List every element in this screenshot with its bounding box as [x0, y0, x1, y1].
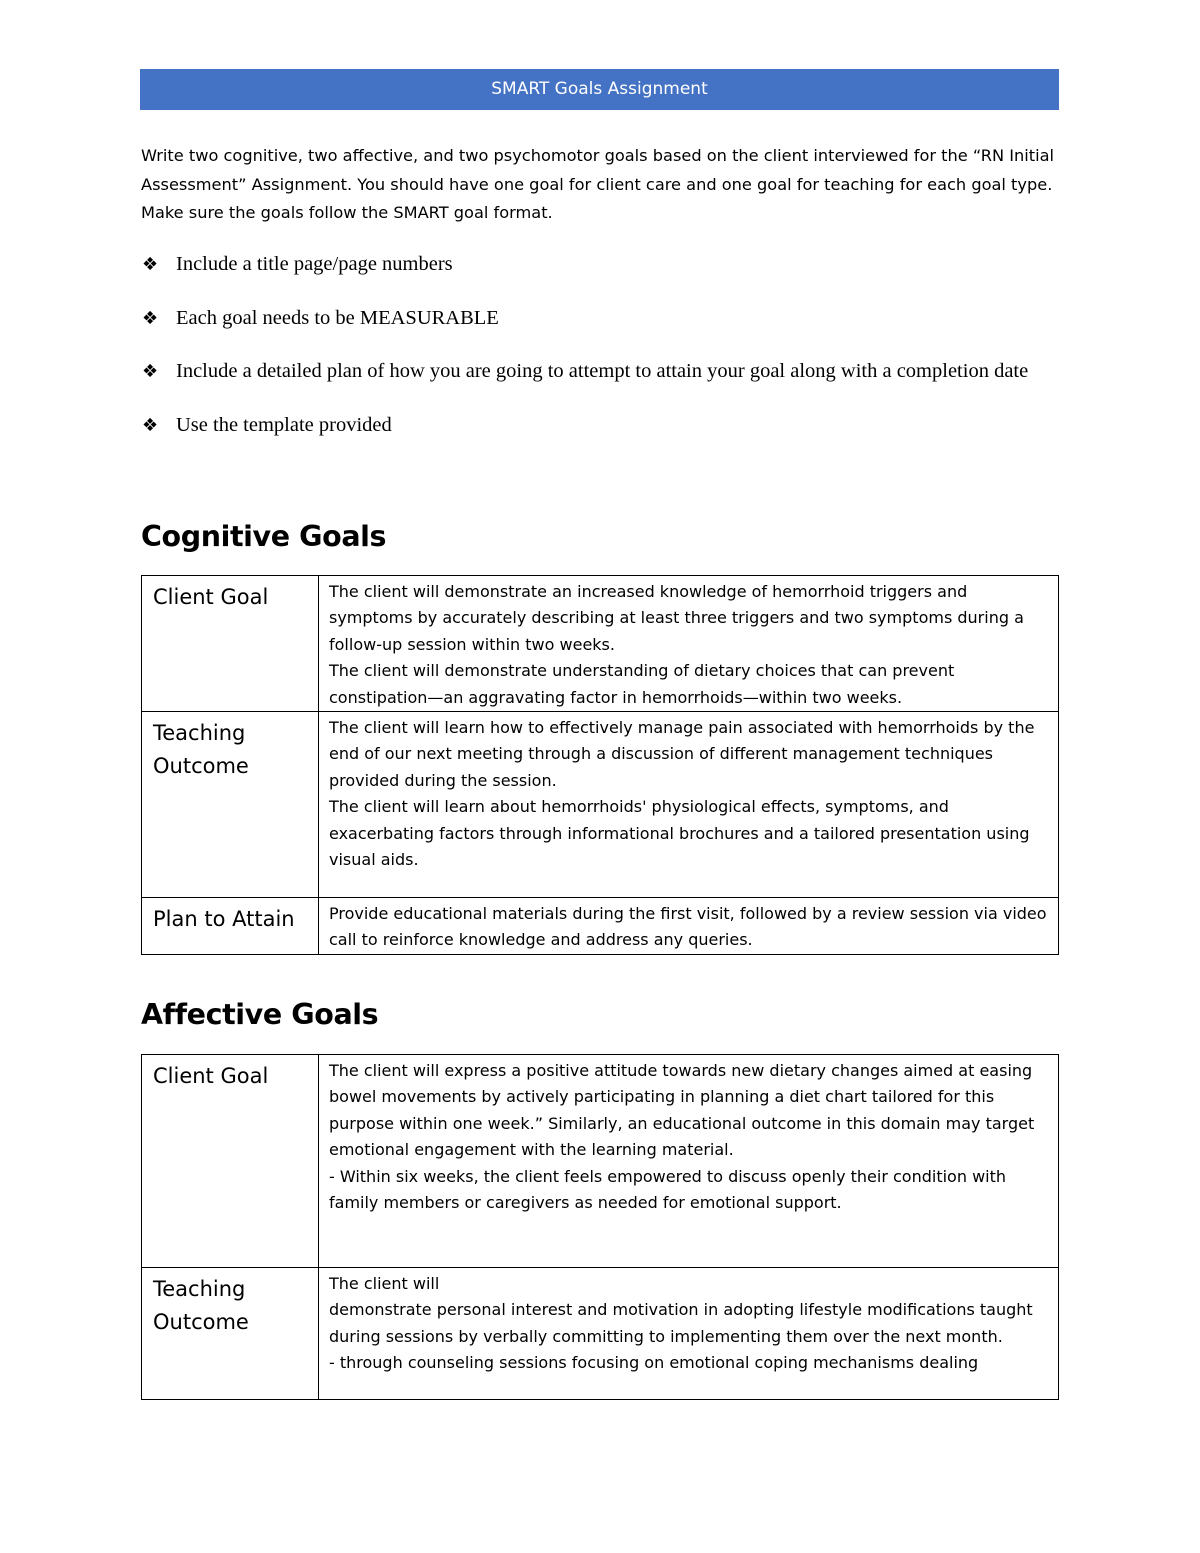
content-paragraph: - through counseling sessions focusing on emotional coping mechanisms dealing: [329, 1353, 979, 1373]
row-label: Client Goal: [142, 1055, 319, 1268]
row-content: [319, 576, 1059, 712]
affective-goals-heading: Affective Goals: [141, 998, 379, 1031]
row-label: Plan to Attain: [142, 898, 319, 955]
content-paragraph: The client will: [329, 1274, 440, 1293]
content-paragraph: - Within six weeks, the client feels empowered to discuss openly their condition with family members or caregivers as needed for emotional support.: [329, 1166, 1007, 1213]
row-label: Teaching Outcome: [142, 712, 319, 898]
requirement-item: [141, 345, 1059, 399]
four-diamond-icon: ❖: [142, 361, 159, 382]
content-paragraph: demonstrate personal interest and motivation in adopting lifestyle modifications taught during sessions by verbally committing to implementing them over the next month.: [329, 1300, 1033, 1346]
row-content: [319, 898, 1059, 955]
content-paragraph: The client will demonstrate understanding of dietary choices that can prevent constipation—an aggravating factor in hemorrhoids—within two weeks.: [329, 661, 955, 707]
table-row: [142, 576, 1059, 712]
content-paragraph: The client will demonstrate an increased knowledge of hemorrhoid triggers and symptoms by accurately describing at least three triggers and two symptoms during a follow-up session within two weeks.: [329, 582, 1024, 654]
table-row: [142, 712, 1059, 898]
requirement-text: Include a title page/page numbers: [176, 253, 453, 275]
row-content: [319, 712, 1059, 898]
cognitive-goals-heading: Cognitive Goals: [141, 520, 387, 553]
four-diamond-icon: ❖: [142, 254, 159, 275]
four-diamond-icon: ❖: [142, 414, 159, 436]
four-diamond-icon: ❖: [142, 307, 159, 329]
row-content: [319, 1268, 1059, 1400]
content-paragraph: The client will learn how to effectively manage pain associated with hemorrhoids by the end of our next meeting through a discussion of different management techniques provided during the session.: [329, 718, 1035, 790]
assignment-instructions: Write two cognitive, two affective, and two psychomotor goals based on the client interviewed for the “RN Initial Assessment” Assignment. You should have one goal for client care and one goal for teaching for each goal type. Make sure the goals follow the SMART goal format.: [141, 146, 1055, 222]
cognitive-goals-table: [141, 575, 1059, 955]
content-paragraph: The client will express a positive attitude towards new dietary changes aimed at easing bowel movements by actively participating in planning a diet chart tailored for this purpose within one week.” Similarly, an educational outcome in this domain may target emotional engagement with the learning material.: [329, 1061, 1035, 1160]
table-row: [142, 1268, 1059, 1400]
content-paragraph: The client will learn about hemorrhoids' physiological effects, symptoms, and exacerbating factors through informational brochures and a tailored presentation using visual aids.: [329, 797, 1030, 870]
requirement-item: [141, 292, 1059, 346]
requirement-text: Use the template provided: [176, 413, 392, 436]
table-row: [142, 898, 1059, 955]
row-content: [319, 1055, 1059, 1268]
row-label: Client Goal: [142, 576, 319, 712]
table-row: [142, 1055, 1059, 1268]
document-header: SMART Goals Assignment: [140, 69, 1059, 110]
requirement-text: Include a detailed plan of how you are going to attempt to attain your goal along with a completion date: [176, 360, 1029, 382]
requirement-text: Each goal needs to be MEASURABLE: [176, 306, 499, 329]
affective-goals-table: [141, 1054, 1059, 1400]
requirements-list: [141, 238, 1059, 452]
requirement-item: [141, 399, 1059, 453]
row-label: Teaching Outcome: [142, 1268, 319, 1400]
requirement-item: [141, 238, 1059, 292]
content-paragraph: Provide educational materials during the first visit, followed by a review session via video call to reinforce knowledge and address any queries.: [329, 904, 1047, 950]
